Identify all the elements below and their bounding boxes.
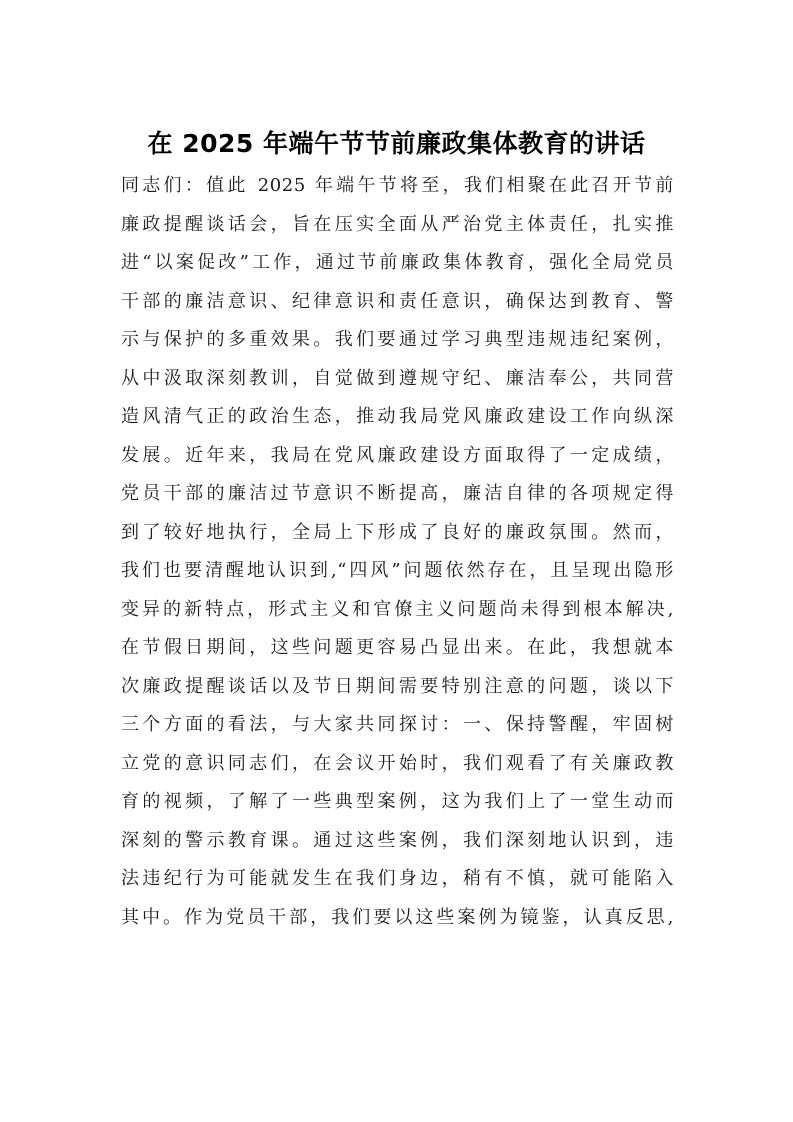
body-line: 其中。作为党员干部，我们要以这些案例为镜鉴，认真反思,: [121, 906, 674, 928]
body-line: 三个方面的看法，与大家共同探讨：一、保持警醒，牢固树: [121, 714, 674, 735]
body-line: 发展。近年来，我局在党风廉政建设方面取得了一定成绩，: [121, 444, 674, 466]
body-line: 次廉政提醒谈话以及节日期间需要特别注意的问题，谈以下: [121, 675, 674, 697]
body-line: 在节假日期间，这些问题更容易凸显出来。在此，我想就本: [121, 637, 674, 658]
document-title: 在 2025 年端午节节前廉政集体教育的讲话: [147, 129, 646, 158]
body-line: 同志们：值此 2025 年端午节将至，我们相聚在此召开节前: [121, 175, 674, 196]
body-line: 造风清气正的政治生态，推动我局党风廉政建设工作向纵深: [121, 406, 674, 427]
body-line: 党员干部的廉洁过节意识不断提高，廉洁自律的各项规定得: [121, 483, 674, 504]
body-line: 示与保护的多重效果。我们要通过学习典型违规违纪案例，: [121, 329, 674, 350]
body-line: 到了较好地执行，全局上下形成了良好的廉政氛围。然而，: [121, 521, 674, 543]
body-line: 法违纪行为可能就发生在我们身边，稍有不慎，就可能陷入: [121, 868, 674, 889]
body-line: 育的视频，了解了一些典型案例，这为我们上了一堂生动而: [121, 791, 674, 812]
body-line: 立党的意识同志们，在会议开始时，我们观看了有关廉政教: [121, 752, 674, 774]
body-line: 从中汲取深刻教训，自觉做到遵规守纪、廉洁奉公，共同营: [121, 367, 674, 389]
body-line: 深刻的警示教育课。通过这些案例，我们深刻地认识到，违: [121, 829, 674, 851]
body-line: 我们也要清醒地认识到,“四风”问题依然存在，且呈现出隐形: [121, 560, 674, 581]
body-line: 进“以案促改”工作，通过节前廉政集体教育，强化全局党员: [121, 252, 674, 273]
body-line: 廉政提醒谈话会，旨在压实全面从严治党主体责任，扎实推: [121, 213, 674, 235]
body-line: 干部的廉洁意识、纪律意识和责任意识，确保达到教育、警: [121, 290, 674, 312]
document-body: [121, 167, 674, 937]
body-line: 变异的新特点，形式主义和官僚主义问题尚未得到根本解决,: [121, 598, 674, 620]
